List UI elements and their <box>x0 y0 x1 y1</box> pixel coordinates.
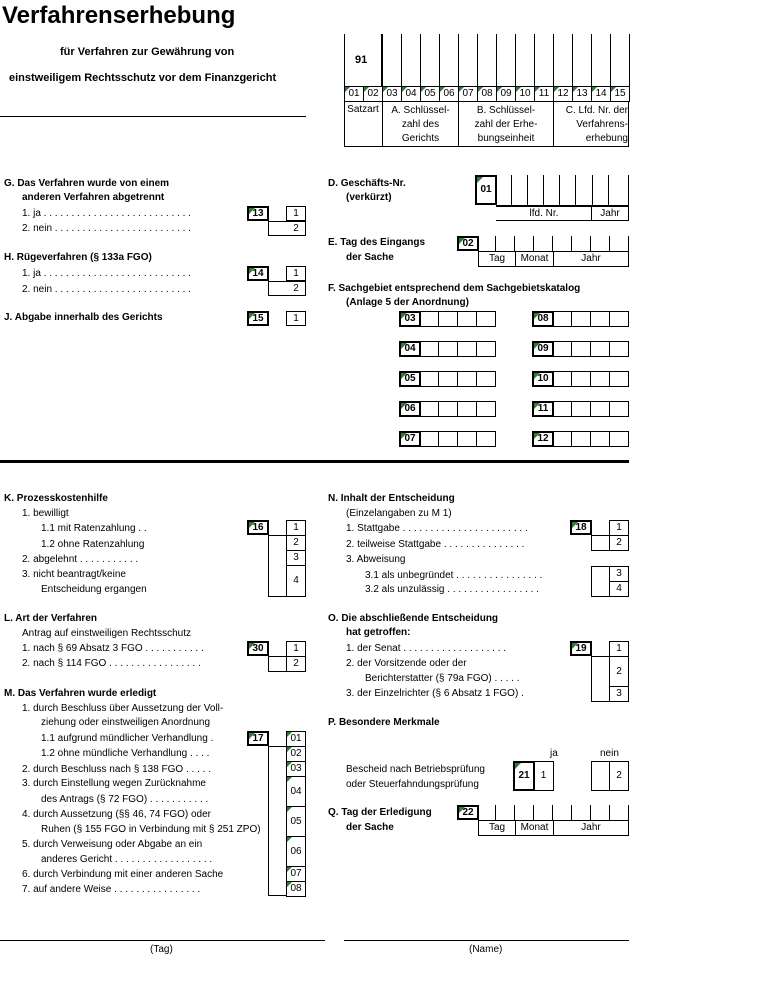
section-e-title-2: der Sache <box>346 252 394 263</box>
header-entry-cell[interactable] <box>439 34 459 87</box>
section-j-title: J. Abgabe innerhalb des Gerichts <box>4 312 163 323</box>
section-e-title: E. Tag des Eingangs <box>328 237 426 248</box>
m-checkbox-5[interactable]: 05 <box>286 806 306 837</box>
section-f-title-2: (Anlage 5 der Anordnung) <box>346 297 469 308</box>
f-code-10: 10 <box>532 371 554 387</box>
section-l-title: L. Art der Verfahren <box>4 613 97 624</box>
m-line-7: des Antrags (§ 72 FGO) . . . . . . . . . . . <box>41 794 209 805</box>
m-checkbox-6[interactable]: 06 <box>286 836 306 867</box>
col-satzart-label: Satzart <box>347 104 379 115</box>
subtitle-1: für Verfahren zur Gewährung von <box>60 46 235 58</box>
e-code: 02 <box>457 236 479 251</box>
subtitle-2: einstweiligem Rechtsschutz vor dem Finanzgericht <box>9 72 277 84</box>
o-checkbox-2[interactable]: 2 <box>609 656 629 687</box>
o-line-4: 3. der Einzelrichter (§ 6 Absatz 1 FGO) . <box>346 688 524 699</box>
f-code-05: 05 <box>399 371 421 387</box>
header-entry-cell[interactable] <box>458 34 478 87</box>
n-checkbox-1[interactable]: 1 <box>609 520 629 536</box>
header-digit-05: 05 <box>420 86 440 102</box>
col-a-label: A. Schlüssel- zahl des Gerichts <box>391 105 450 144</box>
g-option-1: 1. ja . . . . . . . . . . . . . . . . . . . . . . . . . . . <box>22 208 191 219</box>
section-f-title: F. Sachgebiet entsprechend dem Sachgebietskatalog <box>328 283 581 294</box>
n-line-4: 3.1 als unbegründet . . . . . . . . . . . . . . . . <box>365 570 543 581</box>
section-d-title: D. Geschäfts-Nr. <box>328 178 406 189</box>
p-line-1: Bescheid nach Betriebsprüfung <box>346 764 485 775</box>
o-line-1: 1. der Senat . . . . . . . . . . . . . . . . . . . <box>346 643 507 654</box>
l-checkbox-2[interactable]: 2 <box>286 656 306 672</box>
f-code-07: 07 <box>399 431 421 447</box>
n-line-1: 1. Stattgabe . . . . . . . . . . . . . . . . . . . . . . . <box>346 523 528 534</box>
h-checkbox-2[interactable]: 2 <box>286 281 306 296</box>
k-line-4: 2. abgelehnt . . . . . . . . . . . <box>22 554 139 565</box>
l-option-2: 2. nach § 114 FGO . . . . . . . . . . . . . . . . . <box>22 658 201 669</box>
j-code: 15 <box>247 311 269 326</box>
header-entry-cell[interactable] <box>534 34 554 87</box>
k-line-6: Entscheidung ergangen <box>41 584 147 595</box>
header-digit-09: 09 <box>496 86 516 102</box>
section-g-title-2: anderen Verfahren abgetrennt <box>22 192 165 203</box>
section-q-title-2: der Sache <box>346 822 394 833</box>
header-digit-02: 02 <box>363 86 383 102</box>
n-line-5: 3.2 als unzulässig . . . . . . . . . . . . . . . . . <box>365 584 539 595</box>
k-checkbox-1[interactable]: 1 <box>286 520 306 536</box>
f-code-03: 03 <box>399 311 421 327</box>
page-title: Verfahrenserhebung <box>2 2 236 29</box>
header-digit-13: 13 <box>572 86 592 102</box>
n-line-2: 2. teilweise Stattgabe . . . . . . . . . . . . . . . <box>346 539 525 550</box>
m-line-4: 1.2 ohne mündliche Verhandlung . . . . <box>41 748 210 759</box>
f-field-10[interactable] <box>553 371 629 387</box>
header-digit-06: 06 <box>439 86 459 102</box>
l-subtitle: Antrag auf einstweiligen Rechtsschutz <box>22 628 191 639</box>
f-field-05[interactable] <box>420 371 496 387</box>
section-h-title: H. Rügeverfahren (§ 133a FGO) <box>4 252 152 263</box>
m-checkbox-8[interactable]: 08 <box>286 881 306 897</box>
k-code: 16 <box>247 520 269 535</box>
k-line-5: 3. nicht beantragt/keine <box>22 569 126 580</box>
m-line-11: anderes Gericht . . . . . . . . . . . . . . . . . . <box>41 854 213 865</box>
m-line-13: 7. auf andere Weise . . . . . . . . . . . . . . . . <box>22 884 201 895</box>
p-code: 21 <box>513 761 535 791</box>
e-jahr-label: Jahr <box>581 253 601 264</box>
header-digit-04: 04 <box>401 86 421 102</box>
section-d-title-2: (verkürzt) <box>346 192 392 203</box>
o-code: 19 <box>570 641 592 656</box>
l-checkbox-1[interactable]: 1 <box>286 641 306 657</box>
f-field-12[interactable] <box>553 431 629 447</box>
k-line-1: 1. bewilligt <box>22 508 69 519</box>
header-entry-cell[interactable] <box>496 34 516 87</box>
col-b-label: B. Schlüssel- zahl der Erhe- bungseinheit <box>474 105 538 144</box>
section-q-title: Q. Tag der Erledigung <box>328 807 432 818</box>
footer-tag-label: (Tag) <box>150 944 173 955</box>
n-checkbox-4[interactable]: 4 <box>609 581 629 597</box>
header-entry-cell[interactable] <box>610 34 630 87</box>
o-checkbox-1[interactable]: 1 <box>609 641 629 657</box>
header-entry-cell[interactable] <box>477 34 497 87</box>
section-g-title: G. Das Verfahren wurde von einem <box>4 178 170 189</box>
h-option-2: 2. nein . . . . . . . . . . . . . . . . . . . . . . . . . <box>22 284 191 295</box>
f-code-11: 11 <box>532 401 554 417</box>
f-field-09[interactable] <box>553 341 629 357</box>
n-subtitle: (Einzelangaben zu M 1) <box>346 508 452 519</box>
f-code-08: 08 <box>532 311 554 327</box>
header-digit-15: 15 <box>610 86 630 102</box>
n-checkbox-2[interactable]: 2 <box>609 535 629 551</box>
g-checkbox-2[interactable]: 2 <box>286 221 306 236</box>
f-code-12: 12 <box>532 431 554 447</box>
q-jahr-label: Jahr <box>581 822 601 833</box>
header-entry-cell[interactable] <box>382 34 402 87</box>
n-checkbox-3[interactable]: 3 <box>609 566 629 582</box>
q-monat-label: Monat <box>520 822 549 833</box>
d-jahr-label: Jahr <box>600 208 620 219</box>
k-checkbox-3[interactable]: 3 <box>286 550 306 566</box>
m-line-10: 5. durch Verweisung oder Abgabe an ein <box>22 839 203 850</box>
m-line-5: 2. durch Beschluss nach § 138 FGO . . . . . <box>22 764 211 775</box>
footer-name-label: (Name) <box>469 944 503 955</box>
f-code-06: 06 <box>399 401 421 417</box>
header-digit-14: 14 <box>591 86 611 102</box>
m-line-6: 3. durch Einstellung wegen Zurücknahme <box>22 778 206 789</box>
m-code: 17 <box>247 731 269 746</box>
k-checkbox-2[interactable]: 2 <box>286 535 306 551</box>
m-line-3: 1.1 aufgrund mündlicher Verhandlung . <box>41 733 214 744</box>
d-lfd-label: lfd. Nr. <box>529 208 559 219</box>
header-entry-cell[interactable] <box>401 34 421 87</box>
m-line-12: 6. durch Verbindung mit einer anderen Sache <box>22 869 224 880</box>
m-line-2: ziehung oder einstweiligen Anordnung <box>41 717 211 728</box>
e-monat-label: Monat <box>520 253 549 264</box>
header-digit-07: 07 <box>458 86 478 102</box>
f-field-04[interactable] <box>420 341 496 357</box>
m-checkbox-7[interactable]: 07 <box>286 866 306 882</box>
section-o-title: O. Die abschließende Entscheidung <box>328 613 499 624</box>
satzart-value: 91 <box>355 54 368 66</box>
header-digit-12: 12 <box>553 86 573 102</box>
section-n-title: N. Inhalt der Entscheidung <box>328 493 455 504</box>
p-nein-label: nein <box>600 748 619 759</box>
f-field-06[interactable] <box>420 401 496 417</box>
l-code: 30 <box>247 641 269 656</box>
g-option-2: 2. nein . . . . . . . . . . . . . . . . . . . . . . . . . <box>22 223 191 234</box>
header-digit-08: 08 <box>477 86 497 102</box>
f-field-03[interactable] <box>420 311 496 327</box>
p-checkbox-nein[interactable]: 2 <box>609 761 629 791</box>
k-line-2: 1.1 mit Ratenzahlung . . <box>41 523 147 534</box>
header-entry-cell[interactable] <box>420 34 440 87</box>
section-p-title: P. Besondere Merkmale <box>328 717 440 728</box>
header-digit-10: 10 <box>515 86 535 102</box>
f-code-04: 04 <box>399 341 421 357</box>
g-code: 13 <box>247 206 269 221</box>
q-date-field[interactable] <box>478 805 629 821</box>
h-code: 14 <box>247 266 269 281</box>
col-c-label: C. Lfd. Nr. der Verfahrens- erhebung <box>565 105 628 144</box>
section-m-title: M. Das Verfahren wurde erledigt <box>4 688 157 699</box>
p-ja-label: ja <box>550 748 558 759</box>
f-code-09: 09 <box>532 341 554 357</box>
header-entry-cell[interactable] <box>572 34 592 87</box>
f-field-08[interactable] <box>553 311 629 327</box>
k-line-3: 1.2 ohne Ratenzahlung <box>41 539 145 550</box>
j-checkbox-1[interactable]: 1 <box>286 311 306 326</box>
section-k-title: K. Prozesskostenhilfe <box>4 493 108 504</box>
m-line-8: 4. durch Aussetzung (§§ 46, 74 FGO) oder <box>22 809 211 820</box>
header-digit-11: 11 <box>534 86 554 102</box>
l-option-1: 1. nach § 69 Absatz 3 FGO . . . . . . . . . . . <box>22 643 204 654</box>
g-checkbox-1[interactable]: 1 <box>286 206 306 221</box>
o-line-2: 2. der Vorsitzende oder der <box>346 658 467 669</box>
e-date-field[interactable] <box>478 236 629 252</box>
p-line-2: oder Steuerfahndungsprüfung <box>346 779 479 790</box>
header-digit-01: 01 <box>344 86 364 102</box>
m-line-1: 1. durch Beschluss über Aussetzung der Voll- <box>22 703 224 714</box>
d-code: 01 <box>475 175 497 205</box>
header-entry-cell[interactable] <box>591 34 611 87</box>
q-tag-label: Tag <box>488 822 506 833</box>
d-number-field[interactable] <box>496 175 629 206</box>
m-checkbox-2[interactable]: 02 <box>286 746 306 762</box>
e-tag-label: Tag <box>488 253 506 264</box>
h-option-1: 1. ja . . . . . . . . . . . . . . . . . . . . . . . . . . . <box>22 268 191 279</box>
m-checkbox-1[interactable]: 01 <box>286 731 306 747</box>
section-o-title-2: hat getroffen: <box>346 627 411 638</box>
header-entry-cell[interactable] <box>515 34 535 87</box>
header-entry-cell[interactable] <box>553 34 573 87</box>
m-checkbox-4[interactable]: 04 <box>286 776 306 807</box>
f-field-07[interactable] <box>420 431 496 447</box>
q-code: 22 <box>457 805 479 820</box>
header-digit-03: 03 <box>382 86 402 102</box>
f-field-11[interactable] <box>553 401 629 417</box>
o-line-3: Berichterstatter (§ 79a FGO) . . . . . <box>365 673 520 684</box>
o-checkbox-3[interactable]: 3 <box>609 686 629 702</box>
n-line-3: 3. Abweisung <box>346 554 406 565</box>
m-line-9: Ruhen (§ 155 FGO in Verbindung mit § 251 ZPO) <box>41 824 261 835</box>
h-checkbox-1[interactable]: 1 <box>286 266 306 281</box>
n-code: 18 <box>570 520 592 535</box>
m-checkbox-3[interactable]: 03 <box>286 761 306 777</box>
p-checkbox-ja[interactable]: 1 <box>534 761 554 791</box>
k-checkbox-4[interactable]: 4 <box>286 565 306 597</box>
